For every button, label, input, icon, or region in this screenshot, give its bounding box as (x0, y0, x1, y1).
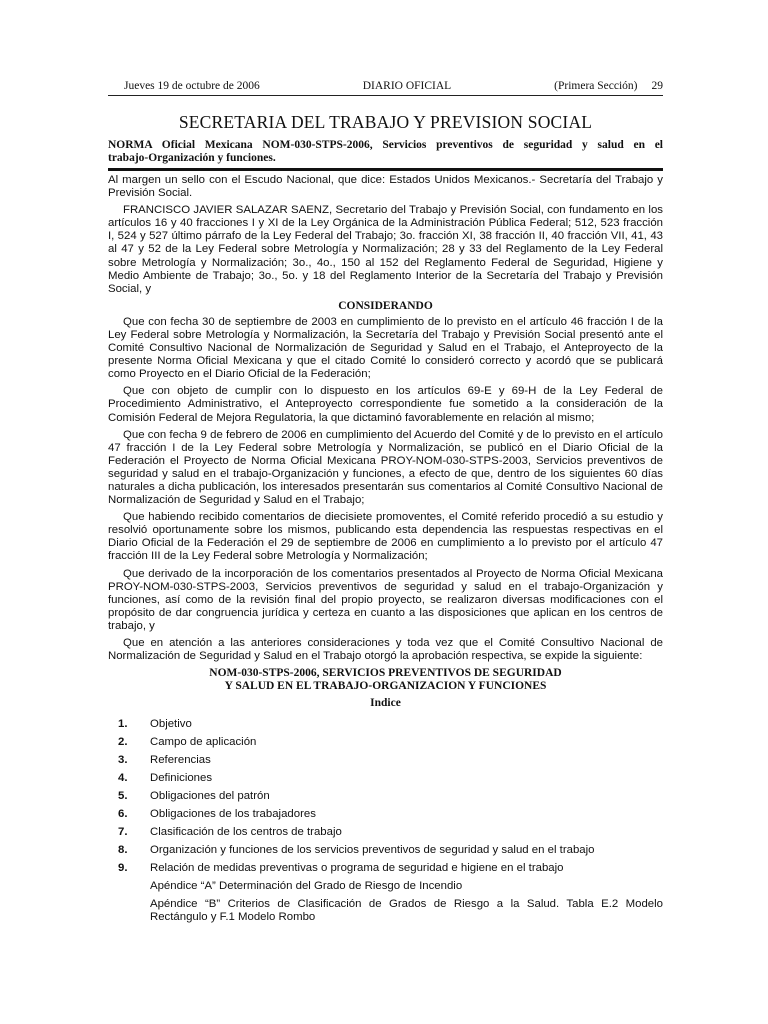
paragraph-sello: Al margen un sello con el Escudo Nacional, que dice: Estados Unidos Mexicanos.- Secretaría del Trabajo y Previsión Social. (108, 174, 663, 200)
indice-item (108, 844, 663, 857)
appendix-item: Apéndice “A” Determinación del Grado de Riesgo de Incendio (150, 880, 463, 893)
indice-item-label: Definiciones (150, 772, 213, 785)
indice-item (108, 862, 663, 875)
indice-item (108, 826, 663, 839)
norm-title-line2: Y SALUD EN EL TRABAJO-ORGANIZACION Y FUNCIONES (224, 680, 547, 693)
indice-item-number: 4. (118, 772, 128, 785)
indice-item-number: 7. (118, 826, 128, 839)
header-page-number: 29 (651, 80, 663, 92)
indice-item-label: Objetivo (150, 718, 192, 731)
considerando-paragraph-5: Que derivado de la incorporación de los comentarios presentados al Proyecto de Norma Oficial Mexicana PROY-NOM-030-STPS-2003, Servicios preventivos de seguridad y salud en el trabajo-Organización y funciones, así como de la revisión final del propio proyecto, se realizaron diversas modificaciones con el propósito de dar congruencia jurídica y certeza en cuanto a las disposiciones que aplican en los centros de trabajo, y (108, 567, 663, 632)
indice-item-number: 1. (118, 718, 128, 731)
indice-item-number: 6. (118, 808, 128, 821)
indice-item (108, 808, 663, 821)
indice-item (108, 790, 663, 803)
paragraph-francisco: FRANCISCO JAVIER SALAZAR SAENZ, Secretario del Trabajo y Previsión Social, con fundamento en los artículos 16 y 40 fracciones I y XI de la Ley Orgánica de la Administración Pública Federal; 512, 523 fracción I, 524 y 527 último párrafo de la Ley Federal del Trabajo; 3o. fracción XI, 38 fracción II, 40 fracción VII, 41, 43 al 47 y 52 de la Ley Federal sobre Metrología y Normalización; 28 y 33 del Reglamento de la Ley Federal sobre Metrología y Normalización; 3o., 4o., 150 al 152 del Reglamento Federal de Seguridad, Higiene y Medio Ambiente de Trabajo; 3o., 5o. y 18 del Reglamento Interior de la Secretaría del Trabajo y Previsión Social, y (108, 204, 663, 295)
page-header (108, 80, 663, 96)
indice-item-label: Referencias (150, 754, 211, 767)
indice-item-label: Relación de medidas preventivas o programa de seguridad e higiene en el trabajo (150, 862, 564, 875)
considerando-paragraph-4: Que habiendo recibido comentarios de diecisiete promoventes, el Comité referido procedió a su estudio y resolvió oportunamente sobre los mismos, publicando esta dependencia las respuestas respectivas en el Diario Oficial de la Federación el 29 de septiembre de 2006 en cumplimiento a lo previsto por el artículo 47 fracción III de la Ley Federal sobre Metrología y Normalización; (108, 511, 663, 563)
appendix-item: Apéndice “B” Criterios de Clasificación de Grados de Riesgo a la Salud. Tabla E.2 Modelo Rectángulo y F.1 Modelo Rombo (150, 898, 663, 924)
indice-item-label: Organización y funciones de los servicios preventivos de seguridad y salud en el trabajo (150, 844, 595, 857)
indice-list (108, 718, 663, 924)
header-publication: DIARIO OFICIAL (362, 80, 452, 92)
document-page (108, 80, 663, 929)
norma-heading-line1: NORMA Oficial Mexicana NOM-030-STPS-2006, Servicios preventivos de seguridad y salud en el (108, 139, 663, 151)
indice-item (108, 736, 663, 749)
indice-item-label: Campo de aplicación (150, 736, 257, 749)
considerando-heading: CONSIDERANDO (338, 299, 433, 312)
indice-item (108, 754, 663, 767)
header-date: Jueves 19 de octubre de 2006 (124, 80, 260, 92)
considerando-paragraph-6: Que en atención a las anteriores consideraciones y toda vez que el Comité Consultivo Nacional de Normalización de Seguridad y Salud en el Trabajo otorgó la aprobación respectiva, se expide la siguiente: (108, 637, 663, 663)
norma-heading (108, 139, 663, 171)
header-right (554, 80, 663, 92)
header-section: (Primera Sección) (554, 80, 638, 92)
considerando-paragraph-1: Que con fecha 30 de septiembre de 2003 en cumplimiento de lo previsto en el artículo 46 fracción I de la Ley Federal sobre Metrología y Normalización, la Secretaría del Trabajo y Previsión Social presentó ante el Comité Consultivo Nacional de Normalización de Seguridad y Salud en el Trabajo, el Anteproyecto de la presente Norma Oficial Mexicana y que el citado Comité lo consideró correcto y acordó que se publicará como Proyecto en el Diario Oficial de la Federación; (108, 315, 663, 381)
norm-title (108, 667, 663, 693)
indice-item-label: Obligaciones de los trabajadores (150, 808, 316, 821)
indice-item-label: Obligaciones del patrón (150, 790, 270, 803)
indice-item-label: Clasificación de los centros de trabajo (150, 826, 342, 839)
indice-item-number: 3. (118, 754, 128, 767)
indice-item (108, 718, 663, 731)
indice-heading: Indice (370, 697, 401, 710)
indice-item-number: 9. (118, 862, 128, 875)
page-title: SECRETARIA DEL TRABAJO Y PREVISION SOCIAL (178, 112, 593, 132)
norma-heading-line2: trabajo-Organización y funciones. (108, 152, 276, 164)
indice-item (108, 772, 663, 785)
indice-item-number: 8. (118, 844, 128, 857)
indice-item-number: 5. (118, 790, 128, 803)
considerando-paragraph-2: Que con objeto de cumplir con lo dispuesto en los artículos 69-E y 69-H de la Ley Federal de Procedimiento Administrativo, el Anteproyecto correspondiente fue sometido a la consideración de la Comisión Federal de Mejora Regulatoria, la que dictaminó favorablemente en relación al mismo; (108, 385, 663, 424)
norm-title-line1: NOM-030-STPS-2006, SERVICIOS PREVENTIVOS DE SEGURIDAD (209, 667, 562, 680)
considerando-paragraph-3: Que con fecha 9 de febrero de 2006 en cumplimiento del Acuerdo del Comité y de lo previsto en el artículo 47 fracción I de la Ley Federal sobre Metrología y Normalización, se publicó en el Diario Oficial de la Federación el Proyecto de Norma Oficial Mexicana PROY-NOM-030-STPS-2003, Servicios preventivos de seguridad y salud en el trabajo-Organización y funciones, a efecto de que, dentro de los siguientes 60 días naturales a dicha publicación, los interesados presentarán sus comentarios al Comité Consultivo Nacional de Normalización de Seguridad y Salud en el Trabajo; (108, 428, 663, 507)
indice-item-number: 2. (118, 736, 128, 749)
